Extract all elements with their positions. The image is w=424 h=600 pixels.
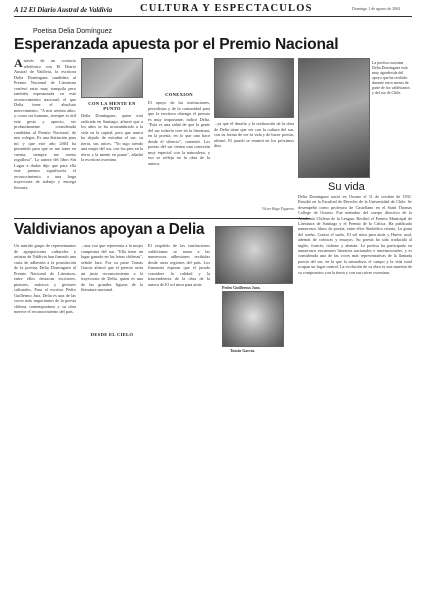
header-rule xyxy=(14,16,412,17)
article-2-column-2 xyxy=(81,243,143,368)
article-column-4 xyxy=(214,58,294,216)
article-column-4-text: ...ya que el desafío y la realización de la obra de Delia tiene que ver con la cultura del sur, con su forma de ver la vida y de hacer poesía, afirmó. El jurado se reunirá en los próximos días. xyxy=(214,121,294,148)
issue-date: Domingo 1 de agosto de 2004 xyxy=(352,6,401,11)
portrait-photo xyxy=(298,58,370,178)
article-photo-small xyxy=(81,58,143,98)
article-kicker: Poetisa Delia Domínguez xyxy=(33,28,112,35)
author-credit: Víctor Hugo Figueroa xyxy=(261,207,294,211)
article-column-2 xyxy=(81,58,143,218)
article-column-1-text: través de un contacto telefónico con El Diario Austral de Valdivia, la escritora Delia Domínguez candidata al Premio Nacional de Literatura confesó estar muy tranquila pero también esperanzada en este reconocimiento nacional, el que Delia tiene el absoluto merecimiento. "A mis setenta años, y como ser humano, siempre es útil este gesto y aprecio, ser profundamente considerada candidata al Premio Nacional, de mis colegas. Es una distinción para mí y que este año 2004 ha permitido para que se me tome en cuenta, siempre me siento orgullosa". La autora del libro Sin Lugar a dudas dijo que para ella este premio significaría el reconocimiento a una larga trayectoria de trabajo y entrega literaria. xyxy=(14,58,76,190)
article-2-headline: Valdivianos apoyan a Delia xyxy=(14,221,205,238)
photo-tomas-garcia xyxy=(222,291,284,347)
article-2-column-1: Un nutrido grupo de representantes de agrupaciones culturales y artistas de Valdivia han firmado una carta de adhesión a la postulación de la poetisa Delia Domínguez al Premio Nacional de Literatura, entre ellos destacan escritores, pintores, músicos y gestores culturales. Para el escritor Pedro Guillermo Jara, Delia es una de las voces más importantes de la poesía chilena contemporánea y su obra merece el reconocimiento del país. xyxy=(14,243,76,314)
article-column-3-text: El apoyo de las instituciones, periodistas y de la comunidad para que la escritora obtenga el premio es muy importante, indicó Delia. "Esta es una señal de que la gente del sur todavía cree en la literatura, en la poesía, en lo que uno hace desde el silencio", comentó. Los poetas del sur tienen una conexión muy especial con la naturaleza, y eso se refleja en la obra de la autora. xyxy=(148,100,210,166)
subheading-desde-el-cielo: DESDE EL CIELO xyxy=(90,332,134,337)
caption-pedro-guillermo-jara: Pedro Guillermo Jara. xyxy=(222,285,261,290)
article-column-1 xyxy=(14,58,76,218)
article-2-column-2-text: ...una voz que representa a la mujer campesina del sur. "Ella tiene un lugar ganado en las letras chilenas", señaló Jara. Por su parte Tomás García afirmó que el premio sería un justo reconocimiento a la trayectoria de Delia, quien es una de las grandes figuras de la literatura nacional. xyxy=(81,243,143,292)
article-column-3 xyxy=(148,58,210,218)
section-title: CULTURA Y ESPECTACULOS xyxy=(140,3,313,14)
sidebar-body: Delia Domínguez nació en Osorno el 11 de octubre de 1931. Estudió en la Facultad de Derecho de la Universidad de Chile. Se desempeñó como profesora de Castellano en el Saint Thomas College de Osorno. Fue miembro del cuerpo directivo de la Academia Chilena de la Lengua. Recibió el Premio Municipal de Literatura de Santiago y el Premio de la Crítica. Ha publicado numerosos libros de poesía, entre ellos Simbólico retrato, La gruta del sueño, Contra el suelo, El sol mira para atrás y Huevo azul, además de crónicas y ensayos. Su poesía ha sido traducida al inglés, francés, italiano y alemán. La poetisa ha participado en numerosos encuentros literarios nacionales e internacionales, y es considerada una de las voces más representativas de la llamada poesía del sur, en la que la naturaleza, el campo y la vida rural ocupan un lugar central. La evolución de su obra es una muestra de su compromiso con la tierra y con sus raíces osorninas. xyxy=(298,194,412,275)
caption-tomas-garcia: Tomás García. xyxy=(230,348,255,353)
article-2-column-3: El respaldo de las instituciones valdivianas se suma a las numerosas adhesiones recibidas desde otras regiones del país. Los firmantes esperan que el jurado considere la calidad y la trascendencia de la obra de la autora de El sol mira para atrás. xyxy=(148,243,210,287)
delia-photo xyxy=(214,58,294,118)
subheading-conexion: CONEXION xyxy=(165,92,193,97)
article-column-2-text: Delia Domínguez, quien está radicada en Santiago, afirmó que a los años se ha acostumbrado a la vida en la capital, pero que nunca ha dejado de extrañar el sur, su tierra, sus raíces. "Yo sigo siendo una mujer del sur, con los pies en la tierra y la mente en punto", añadió la escritora osornina. xyxy=(81,113,143,162)
sidebar-title: Su vida xyxy=(328,181,365,193)
newspaper-page-label: A 12 El Diario Austral de Valdivia xyxy=(14,6,113,14)
subheading-con-la-mente: CON LA MENTE EN PUNTO xyxy=(88,101,136,111)
portrait-caption: La poetisa osornina Delia Domínguez está muy agradecida del apoyo que ha recibido durante estos meses de parte de los valdivianos y del sur de Chile. xyxy=(372,60,410,95)
article-divider xyxy=(14,218,310,219)
article-headline: Esperanzada apuesta por el Premio Nacional xyxy=(14,36,339,53)
photo-pedro-guillermo-jara xyxy=(215,226,293,284)
drop-cap: A xyxy=(14,58,23,70)
